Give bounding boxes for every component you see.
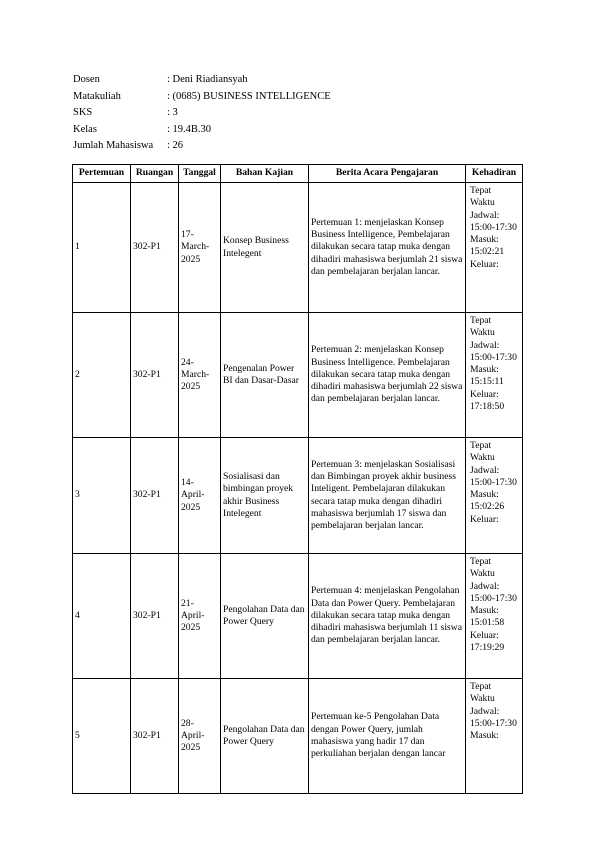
- bahan-kajian-cell: Konsep Business Intelegent: [221, 183, 309, 313]
- bahan-kajian-cell: Pengolahan Data dan Power Query: [221, 554, 309, 679]
- kehadiran-cell: [466, 438, 523, 554]
- ruangan-cell: 302-P1: [131, 679, 179, 794]
- kehadiran-cell: [466, 183, 523, 313]
- ruangan-cell: 302-P1: [131, 554, 179, 679]
- bahan-kajian-cell: Sosialisasi dan bimbingan proyek akhir Business Intelegent: [221, 438, 309, 554]
- kehadiran-text: Tepat Waktu Jadwal: 15:00-17:30 Masuk:: [470, 681, 517, 742]
- kelas-label: Kelas: [73, 123, 97, 135]
- kehadiran-text: Tepat Waktu Jadwal: 15:00-17:30 Masuk: 15:15:11 Keluar: 17:18:50: [470, 315, 517, 413]
- table-row: [73, 679, 523, 794]
- dosen-label: Dosen: [73, 74, 100, 85]
- info-row-matakuliah: [73, 89, 331, 106]
- info-row-sks: [73, 105, 331, 122]
- kehadiran-cell: [466, 554, 523, 679]
- table-row: [73, 438, 523, 554]
- ruangan-cell: 302-P1: [131, 183, 179, 313]
- matakuliah-label: Matakuliah: [73, 90, 121, 102]
- kehadiran-text: Tepat Waktu Jadwal: 15:00-17:30 Masuk: 15:02:26 Keluar:: [470, 440, 517, 525]
- course-info: [73, 72, 331, 155]
- kehadiran-text: Tepat Waktu Jadwal: 15:00-17:30 Masuk: 15:01:58 Keluar: 17:19:29: [470, 556, 517, 654]
- header-tanggal: Tanggal: [179, 165, 221, 183]
- pertemuan-cell: 5: [73, 679, 131, 794]
- bahan-kajian-cell: Pengenalan Power BI dan Dasar-Dasar: [221, 313, 309, 438]
- pertemuan-cell: 4: [73, 554, 131, 679]
- tanggal-cell: 17- March- 2025: [179, 183, 221, 313]
- ruangan-cell: 302-P1: [131, 313, 179, 438]
- kehadiran-cell: [466, 679, 523, 794]
- info-row-jumlah: [73, 138, 331, 155]
- kehadiran-text: Tepat Waktu Jadwal: 15:00-17:30 Masuk: 15:02:21 Keluar:: [470, 185, 517, 270]
- jumlah-label: Jumlah Mahasiswa: [73, 140, 154, 151]
- info-row-dosen: [73, 72, 331, 89]
- berita-acara-cell: Pertemuan 3: menjelaskan Sosialisasi dan Bimbingan proyek akhir business Inteligent. Pembelajaran dilakukan secara tatap muka dengan dihadiri mahasiswa berjumlah 17 siswa dan pembelajaran berjalan lancar.: [309, 438, 466, 554]
- attendance-table: [72, 164, 523, 794]
- header-ruangan: Ruangan: [131, 165, 179, 183]
- matakuliah-value: : (0685) BUSINESS INTELLIGENCE: [167, 90, 331, 102]
- tanggal-cell: 14- April- 2025: [179, 438, 221, 554]
- table-header-row: [73, 165, 523, 183]
- header-kehadiran: Kehadiran: [466, 165, 523, 183]
- bahan-kajian-cell: Pengolahan Data dan Power Query: [221, 679, 309, 794]
- kelas-value: : 19.4B.30: [167, 123, 212, 135]
- tanggal-cell: 21- April- 2025: [179, 554, 221, 679]
- header-berita-acara: Berita Acara Pengajaran: [309, 165, 466, 183]
- dosen-value: : Deni Riadiansyah: [167, 74, 248, 85]
- pertemuan-cell: 3: [73, 438, 131, 554]
- sks-value: : 3: [167, 107, 178, 118]
- header-bahan-kajian: Bahan Kajian: [221, 165, 309, 183]
- ruangan-cell: 302-P1: [131, 438, 179, 554]
- berita-acara-cell: Pertemuan 4: menjelaskan Pengolahan Data dan Power Query. Pembelajaran dilakukan secara tatap muka dengan dihadiri mahasiswa berjumlah 11 siswa dan pembelajaran berjalan lancar.: [309, 554, 466, 679]
- pertemuan-cell: 1: [73, 183, 131, 313]
- berita-acara-cell: Pertemuan ke-5 Pengolahan Data dengan Power Query, jumlah mahasiswa yang hadir 17 dan perkuliahan berjalan dengan lancar: [309, 679, 466, 794]
- table-row: [73, 313, 523, 438]
- pertemuan-cell: 2: [73, 313, 131, 438]
- table-row: [73, 183, 523, 313]
- jumlah-value: : 26: [167, 140, 184, 151]
- berita-acara-cell: Pertemuan 2: menjelaskan Konsep Business Intelligence. Pembelajaran dilakukan secara tatap muka dengan dihadiri mahasiswa berjumlah 22 siswa dan pembelajaran berjalan lancar.: [309, 313, 466, 438]
- kehadiran-cell: [466, 313, 523, 438]
- info-row-kelas: [73, 122, 331, 139]
- tanggal-cell: 24- March- 2025: [179, 313, 221, 438]
- tanggal-cell: 28- April- 2025: [179, 679, 221, 794]
- berita-acara-cell: Pertemuan 1: menjelaskan Konsep Business Intelligence, Pembelajaran dilakukan secara tatap muka dengan dihadiri mahasiswa berjumlah 21 siswa dan pembelajaran berjalan lancar.: [309, 183, 466, 313]
- header-pertemuan: Pertemuan: [73, 165, 131, 183]
- table-row: [73, 554, 523, 679]
- sks-label: SKS: [73, 107, 93, 118]
